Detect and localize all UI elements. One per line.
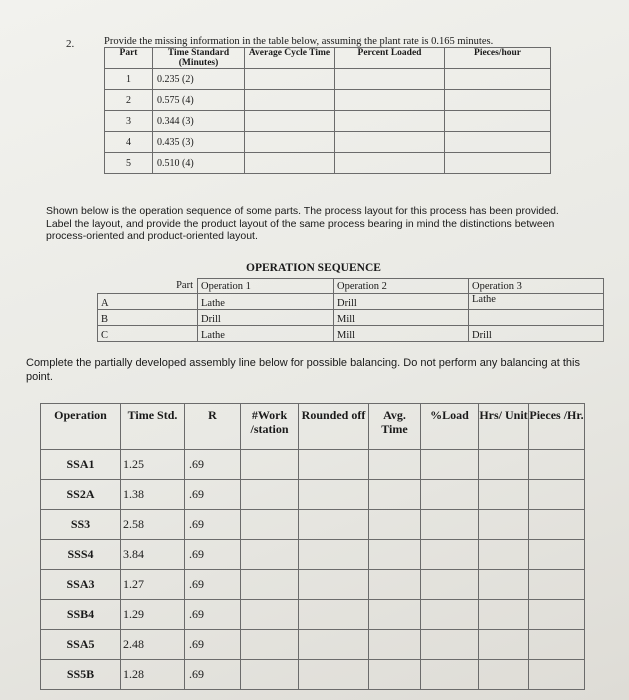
table-row: [41, 630, 585, 660]
header-pieces-hr: Pieces /Hr.: [529, 404, 585, 450]
empty-cell: [299, 480, 369, 510]
empty-cell: [529, 660, 585, 690]
empty-cell: [529, 510, 585, 540]
empty-cell: [241, 480, 299, 510]
op2-cell: Mill: [334, 326, 469, 342]
empty-cell: [335, 69, 445, 90]
r-cell: .69: [185, 480, 241, 510]
empty-cell: [299, 570, 369, 600]
plant-rate-table: [104, 47, 551, 174]
part-cell: B: [98, 310, 198, 326]
empty-cell: [369, 660, 421, 690]
empty-cell: [421, 570, 479, 600]
empty-cell: [479, 600, 529, 630]
empty-cell: [479, 630, 529, 660]
table-row: [98, 326, 604, 342]
op1-cell: Lathe: [198, 326, 334, 342]
operation-sequence-title: OPERATION SEQUENCE: [246, 262, 381, 274]
op1-cell: Drill: [198, 310, 334, 326]
time-std-cell: 1.25: [121, 450, 185, 480]
empty-cell: [241, 570, 299, 600]
empty-cell: [445, 69, 551, 90]
op2-cell: Mill: [334, 310, 469, 326]
header-time-std: Time Std.: [121, 404, 185, 450]
empty-cell: [369, 570, 421, 600]
empty-cell: [241, 540, 299, 570]
empty-cell: [445, 111, 551, 132]
table-row: [105, 69, 551, 90]
r-cell: .69: [185, 510, 241, 540]
empty-cell: [421, 450, 479, 480]
empty-cell: [529, 540, 585, 570]
empty-cell: [299, 540, 369, 570]
operation-cell: SSA1: [41, 450, 121, 480]
operation-sequence-table: [97, 278, 604, 342]
assembly-header-row: [41, 404, 585, 450]
table-row: [98, 294, 604, 310]
operation-cell: SSS4: [41, 540, 121, 570]
header-operation-1: Operation 1: [198, 279, 334, 294]
empty-cell: [529, 480, 585, 510]
empty-cell: [335, 111, 445, 132]
op-header-row: [98, 279, 604, 294]
r-cell: .69: [185, 570, 241, 600]
header-pieces-hour: Pieces/hour: [445, 48, 551, 69]
op3-cell: Lathe: [469, 294, 604, 310]
empty-cell: [299, 450, 369, 480]
empty-cell: [421, 480, 479, 510]
part-cell: A: [98, 294, 198, 310]
header-percent-loaded: Percent Loaded: [335, 48, 445, 69]
operation-cell: SS3: [41, 510, 121, 540]
empty-cell: [299, 660, 369, 690]
empty-cell: [479, 480, 529, 510]
empty-cell: [241, 600, 299, 630]
empty-cell: [421, 630, 479, 660]
empty-cell: [529, 630, 585, 660]
header-load: %Load: [421, 404, 479, 450]
r-cell: .69: [185, 600, 241, 630]
empty-cell: [479, 660, 529, 690]
empty-cell: [335, 90, 445, 111]
r-cell: .69: [185, 660, 241, 690]
table-row: [41, 510, 585, 540]
operation-cell: SS5B: [41, 660, 121, 690]
time-standard-cell: 0.435 (3): [153, 132, 245, 153]
empty-cell: [245, 132, 335, 153]
empty-cell: [245, 69, 335, 90]
empty-cell: [479, 510, 529, 540]
table-row: [41, 480, 585, 510]
empty-cell: [445, 132, 551, 153]
time-standard-cell: 0.510 (4): [153, 153, 245, 174]
header-part: Part: [98, 279, 198, 294]
op3-cell: [469, 310, 604, 326]
r-cell: .69: [185, 450, 241, 480]
question-number: 2.: [66, 38, 75, 50]
part-cell: C: [98, 326, 198, 342]
part-cell: 2: [105, 90, 153, 111]
empty-cell: [299, 510, 369, 540]
part-cell: 5: [105, 153, 153, 174]
empty-cell: [421, 600, 479, 630]
header-work-station: #Work /station: [241, 404, 299, 450]
empty-cell: [445, 90, 551, 111]
table-row: [105, 153, 551, 174]
empty-cell: [241, 660, 299, 690]
empty-cell: [369, 510, 421, 540]
empty-cell: [529, 570, 585, 600]
empty-cell: [479, 540, 529, 570]
empty-cell: [445, 153, 551, 174]
operation-cell: SSA3: [41, 570, 121, 600]
empty-cell: [479, 570, 529, 600]
operation-cell: SSA5: [41, 630, 121, 660]
time-std-cell: 2.48: [121, 630, 185, 660]
time-std-cell: 1.29: [121, 600, 185, 630]
table-row: [41, 570, 585, 600]
part-cell: 4: [105, 132, 153, 153]
r-cell: .69: [185, 540, 241, 570]
op3-cell: Drill: [469, 326, 604, 342]
empty-cell: [245, 153, 335, 174]
table-row: [105, 90, 551, 111]
header-time-standard: Time Standard (Minutes): [153, 48, 245, 69]
empty-cell: [421, 510, 479, 540]
operation-cell: SS2A: [41, 480, 121, 510]
table-row: [41, 660, 585, 690]
empty-cell: [421, 540, 479, 570]
empty-cell: [245, 111, 335, 132]
table-row: [105, 132, 551, 153]
empty-cell: [421, 660, 479, 690]
empty-cell: [369, 630, 421, 660]
empty-cell: [299, 600, 369, 630]
table1-header-row: [105, 48, 551, 69]
op1-cell: Lathe: [198, 294, 334, 310]
empty-cell: [335, 153, 445, 174]
header-operation-2: Operation 2: [334, 279, 469, 294]
r-cell: .69: [185, 630, 241, 660]
time-standard-cell: 0.575 (4): [153, 90, 245, 111]
header-part: Part: [105, 48, 153, 69]
assembly-line-table: [40, 403, 585, 690]
header-avg-time: Avg. Time: [369, 404, 421, 450]
table-row: [105, 111, 551, 132]
empty-cell: [529, 600, 585, 630]
part-cell: 3: [105, 111, 153, 132]
empty-cell: [479, 450, 529, 480]
header-operation-3: Operation 3: [469, 279, 604, 294]
empty-cell: [241, 510, 299, 540]
header-average-cycle-time: Average Cycle Time: [245, 48, 335, 69]
empty-cell: [245, 90, 335, 111]
header-rounded-off: Rounded off: [299, 404, 369, 450]
time-standard-cell: 0.344 (3): [153, 111, 245, 132]
empty-cell: [299, 630, 369, 660]
empty-cell: [369, 480, 421, 510]
empty-cell: [335, 132, 445, 153]
table-row: [98, 310, 604, 326]
header-operation: Operation: [41, 404, 121, 450]
time-standard-cell: 0.235 (2): [153, 69, 245, 90]
time-std-cell: 1.28: [121, 660, 185, 690]
header-hrs-unit: Hrs/ Unit: [479, 404, 529, 450]
question-prompt: Provide the missing information in the table below, assuming the plant rate is 0.165 minutes.: [104, 36, 494, 47]
empty-cell: [369, 600, 421, 630]
empty-cell: [241, 450, 299, 480]
part-cell: 1: [105, 69, 153, 90]
time-std-cell: 1.38: [121, 480, 185, 510]
time-std-cell: 2.58: [121, 510, 185, 540]
time-std-cell: 3.84: [121, 540, 185, 570]
table-row: [41, 540, 585, 570]
layout-instructions: Shown below is the operation sequence of some parts. The process layout for this process has been provided. Label the layout, and provide the product layout of the same process bearing in mind the distinctions between process-oriented and product-oriented layout.: [46, 205, 559, 242]
table-row: [41, 450, 585, 480]
op2-cell: Drill: [334, 294, 469, 310]
empty-cell: [369, 450, 421, 480]
empty-cell: [529, 450, 585, 480]
header-r: R: [185, 404, 241, 450]
empty-cell: [241, 630, 299, 660]
table-row: [41, 600, 585, 630]
operation-cell: SSB4: [41, 600, 121, 630]
time-std-cell: 1.27: [121, 570, 185, 600]
assembly-instructions: Complete the partially developed assembly line below for possible balancing. Do not perform any balancing at this point.: [26, 357, 580, 383]
empty-cell: [369, 540, 421, 570]
